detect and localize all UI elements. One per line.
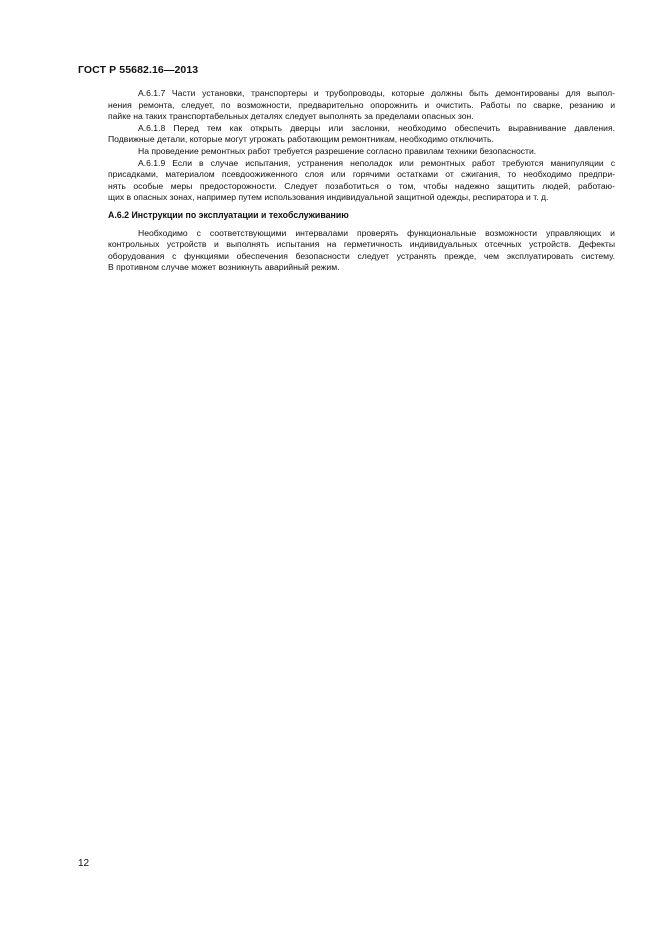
section-title-a62: А.6.2 Инструкции по эксплуатации и техобслуживанию: [108, 209, 349, 220]
text-line: щих в опасных зонах, например путем использования индивидуальной защитной одежды, респиратора и т. д.: [108, 192, 549, 203]
document-body: [78, 88, 615, 274]
paragraph-maintenance: [78, 228, 615, 274]
paragraph-a617: [78, 88, 615, 123]
text-line: А.6.1.8 Перед тем как открыть дверцы или заслонки, необходимо обеспечить выравнивание давления.: [138, 122, 615, 133]
text-line: пайке на таких транспортабельных деталях следует выполнять за пределами опасных зон.: [108, 111, 474, 122]
text-line: Подвижные детали, которые могут угрожать работающим ремонтникам, необходимо отключить.: [108, 134, 494, 145]
paragraph-repair-permit: [78, 146, 615, 158]
text-line: присадками, материалом псевдоожиженного слоя или горячими остатками от сжигания, то необходимо предпри-: [108, 169, 615, 180]
text-line: А.6.1.7 Части установки, транспортеры и трубопроводы, которые должны быть демонтированы для выпол-: [138, 88, 615, 98]
page-number: 12: [78, 858, 90, 869]
text-line: оборудования с функциями обеспечения безопасности следует устранять прежде, чем эксплуатировать систему.: [108, 250, 615, 261]
text-line: нения ремонта, следует, по возможности, предварительно опорожнить и очистить. Работы по сварке, резанию и: [108, 99, 615, 110]
text-line: Необходимо с соответствующими интервалами проверять функциональные возможности управляющих и: [138, 227, 615, 238]
paragraph-a619: [78, 158, 615, 204]
text-line: контрольных устройств и выполнять испытания на герметичность индивидуальных отсечных устройств. Дефекты: [108, 239, 615, 250]
text-line: нять особые меры предосторожности. Следует позаботиться о том, чтобы надежно защитить людей, работаю-: [108, 180, 615, 191]
text-line: На проведение ремонтных работ требуется разрешение согласно правилам техники безопасности.: [138, 145, 537, 156]
document-header: ГОСТ Р 55682.16—2013: [78, 64, 199, 76]
text-line: В противном случае может возникнуть аварийный режим.: [108, 262, 340, 273]
paragraph-a618: [78, 123, 615, 146]
text-line: А.6.1.9 Если в случае испытания, устранения неполадок или ремонтных работ требуются манипуляции с: [138, 157, 615, 168]
